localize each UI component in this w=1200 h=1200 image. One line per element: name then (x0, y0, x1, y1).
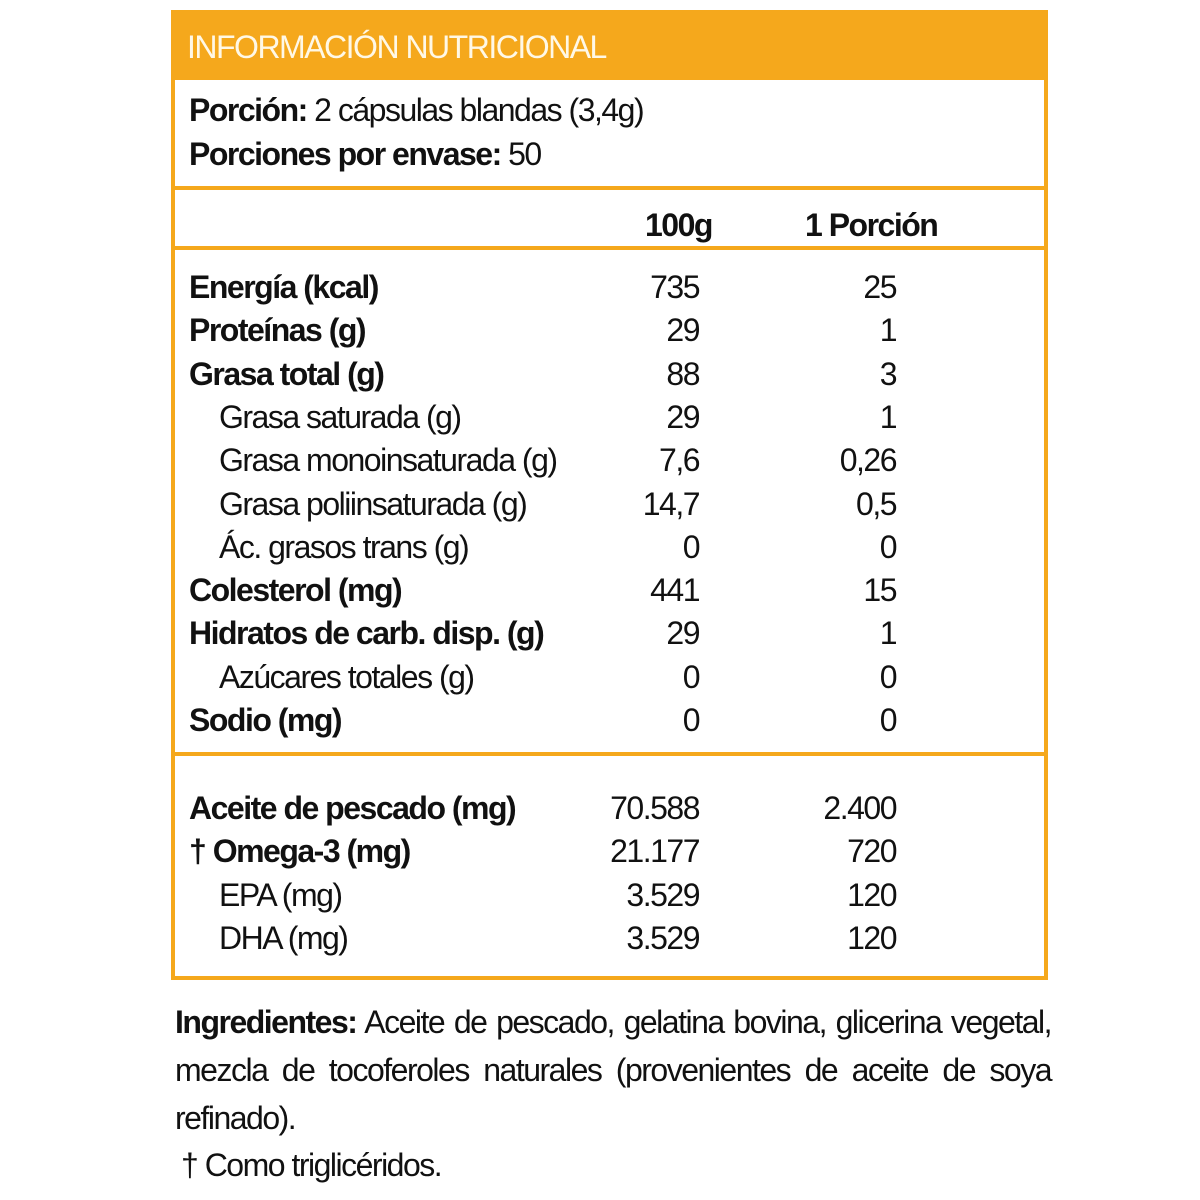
value-per-100g: 0 (682, 702, 699, 738)
table-row (175, 353, 1044, 396)
value-per-portion: 15 (863, 572, 896, 609)
nutrient-name: Azúcares totales (g) (219, 658, 474, 695)
footnote: † Como triglicéridos. (181, 1147, 442, 1183)
value-per-portion: 1 (879, 398, 896, 435)
value-per-100g: 7,6 (659, 442, 699, 479)
value-per-100g: 29 (666, 398, 699, 435)
table-row (175, 439, 1044, 482)
ingredients-list: Aceite de pescado, gelatina bovina, glicerina vegetal, mezcla de tocoferoles naturales (provenientes de aceite de soya refinado). (175, 1004, 1051, 1136)
value-per-100g: 70.588 (610, 790, 699, 826)
value-per-100g: 735 (650, 269, 699, 305)
nutrient-name: EPA (mg) (219, 876, 342, 913)
portion-value: 2 cápsulas blandas (3,4g) (306, 92, 644, 128)
value-per-100g: 3.529 (626, 919, 699, 956)
value-per-portion: 3 (879, 355, 896, 392)
value-per-portion: 1 (879, 615, 896, 652)
table-row (175, 874, 1044, 917)
value-per-100g: 3.529 (626, 876, 699, 913)
column-header-100g: 100g (645, 207, 712, 243)
ingredients-text (175, 998, 1051, 1142)
value-per-portion: 0 (879, 702, 896, 738)
table-row (175, 612, 1044, 655)
value-per-portion: 120 (847, 876, 896, 913)
nutrient-name: Colesterol (mg) (189, 572, 402, 609)
servings-value: 50 (500, 136, 541, 172)
serving-info (189, 88, 643, 176)
value-per-portion: 0,26 (839, 442, 896, 479)
table-row (175, 656, 1044, 699)
divider (175, 752, 1044, 756)
value-per-portion: 120 (847, 919, 896, 956)
value-per-100g: 14,7 (642, 485, 699, 522)
value-per-portion: 0 (879, 528, 896, 565)
nutrient-name: Grasa poliinsaturada (g) (219, 485, 527, 522)
value-per-portion: 0,5 (856, 485, 896, 522)
value-per-100g: 88 (666, 355, 699, 392)
value-per-100g: 0 (682, 528, 699, 565)
nutrient-name: Grasa total (g) (189, 355, 384, 392)
nutrient-name: Ác. grasos trans (g) (219, 528, 469, 565)
nutrient-name: Grasa saturada (g) (219, 398, 461, 435)
table-row (175, 830, 1044, 873)
table-row (175, 526, 1044, 569)
value-per-100g: 29 (666, 615, 699, 652)
value-per-portion: 720 (847, 833, 896, 870)
portion-label: Porción: (189, 92, 307, 128)
column-header-portion: 1 Porción (805, 207, 938, 243)
value-per-portion: 2.400 (823, 790, 896, 826)
nutrient-name: Sodio (mg) (189, 702, 342, 738)
value-per-100g: 0 (682, 658, 699, 695)
table-row (175, 699, 1044, 742)
nutrient-name: Aceite de pescado (mg) (189, 790, 516, 826)
table-row (175, 396, 1044, 439)
nutrient-name: † Omega-3 (mg) (189, 833, 410, 870)
ingredients-label: Ingredientes: (175, 1004, 357, 1040)
portion-line (189, 88, 643, 132)
nutrient-name: Grasa monoinsaturada (g) (219, 442, 557, 479)
value-per-portion: 1 (879, 312, 896, 349)
divider (175, 246, 1044, 250)
nutrient-name: Energía (kcal) (189, 269, 378, 305)
servings-line (189, 132, 643, 176)
value-per-100g: 441 (650, 572, 699, 609)
value-per-100g: 29 (666, 312, 699, 349)
value-per-100g: 21.177 (610, 833, 699, 870)
nutrient-name: Hidratos de carb. disp. (g) (189, 615, 544, 652)
value-per-portion: 25 (863, 269, 896, 305)
value-per-portion: 0 (879, 658, 896, 695)
label-title: INFORMACIÓN NUTRICIONAL (175, 14, 1044, 80)
table-row (175, 309, 1044, 352)
table-row (175, 917, 1044, 960)
servings-label: Porciones por envase: (189, 136, 501, 172)
table-row (175, 787, 1044, 830)
nutrient-name: DHA (mg) (219, 919, 348, 956)
nutrient-name: Proteínas (g) (189, 312, 366, 349)
table-row (175, 483, 1044, 526)
table-row (175, 266, 1044, 309)
divider (175, 186, 1044, 190)
nutrition-facts-label (171, 10, 1048, 980)
table-row (175, 569, 1044, 612)
